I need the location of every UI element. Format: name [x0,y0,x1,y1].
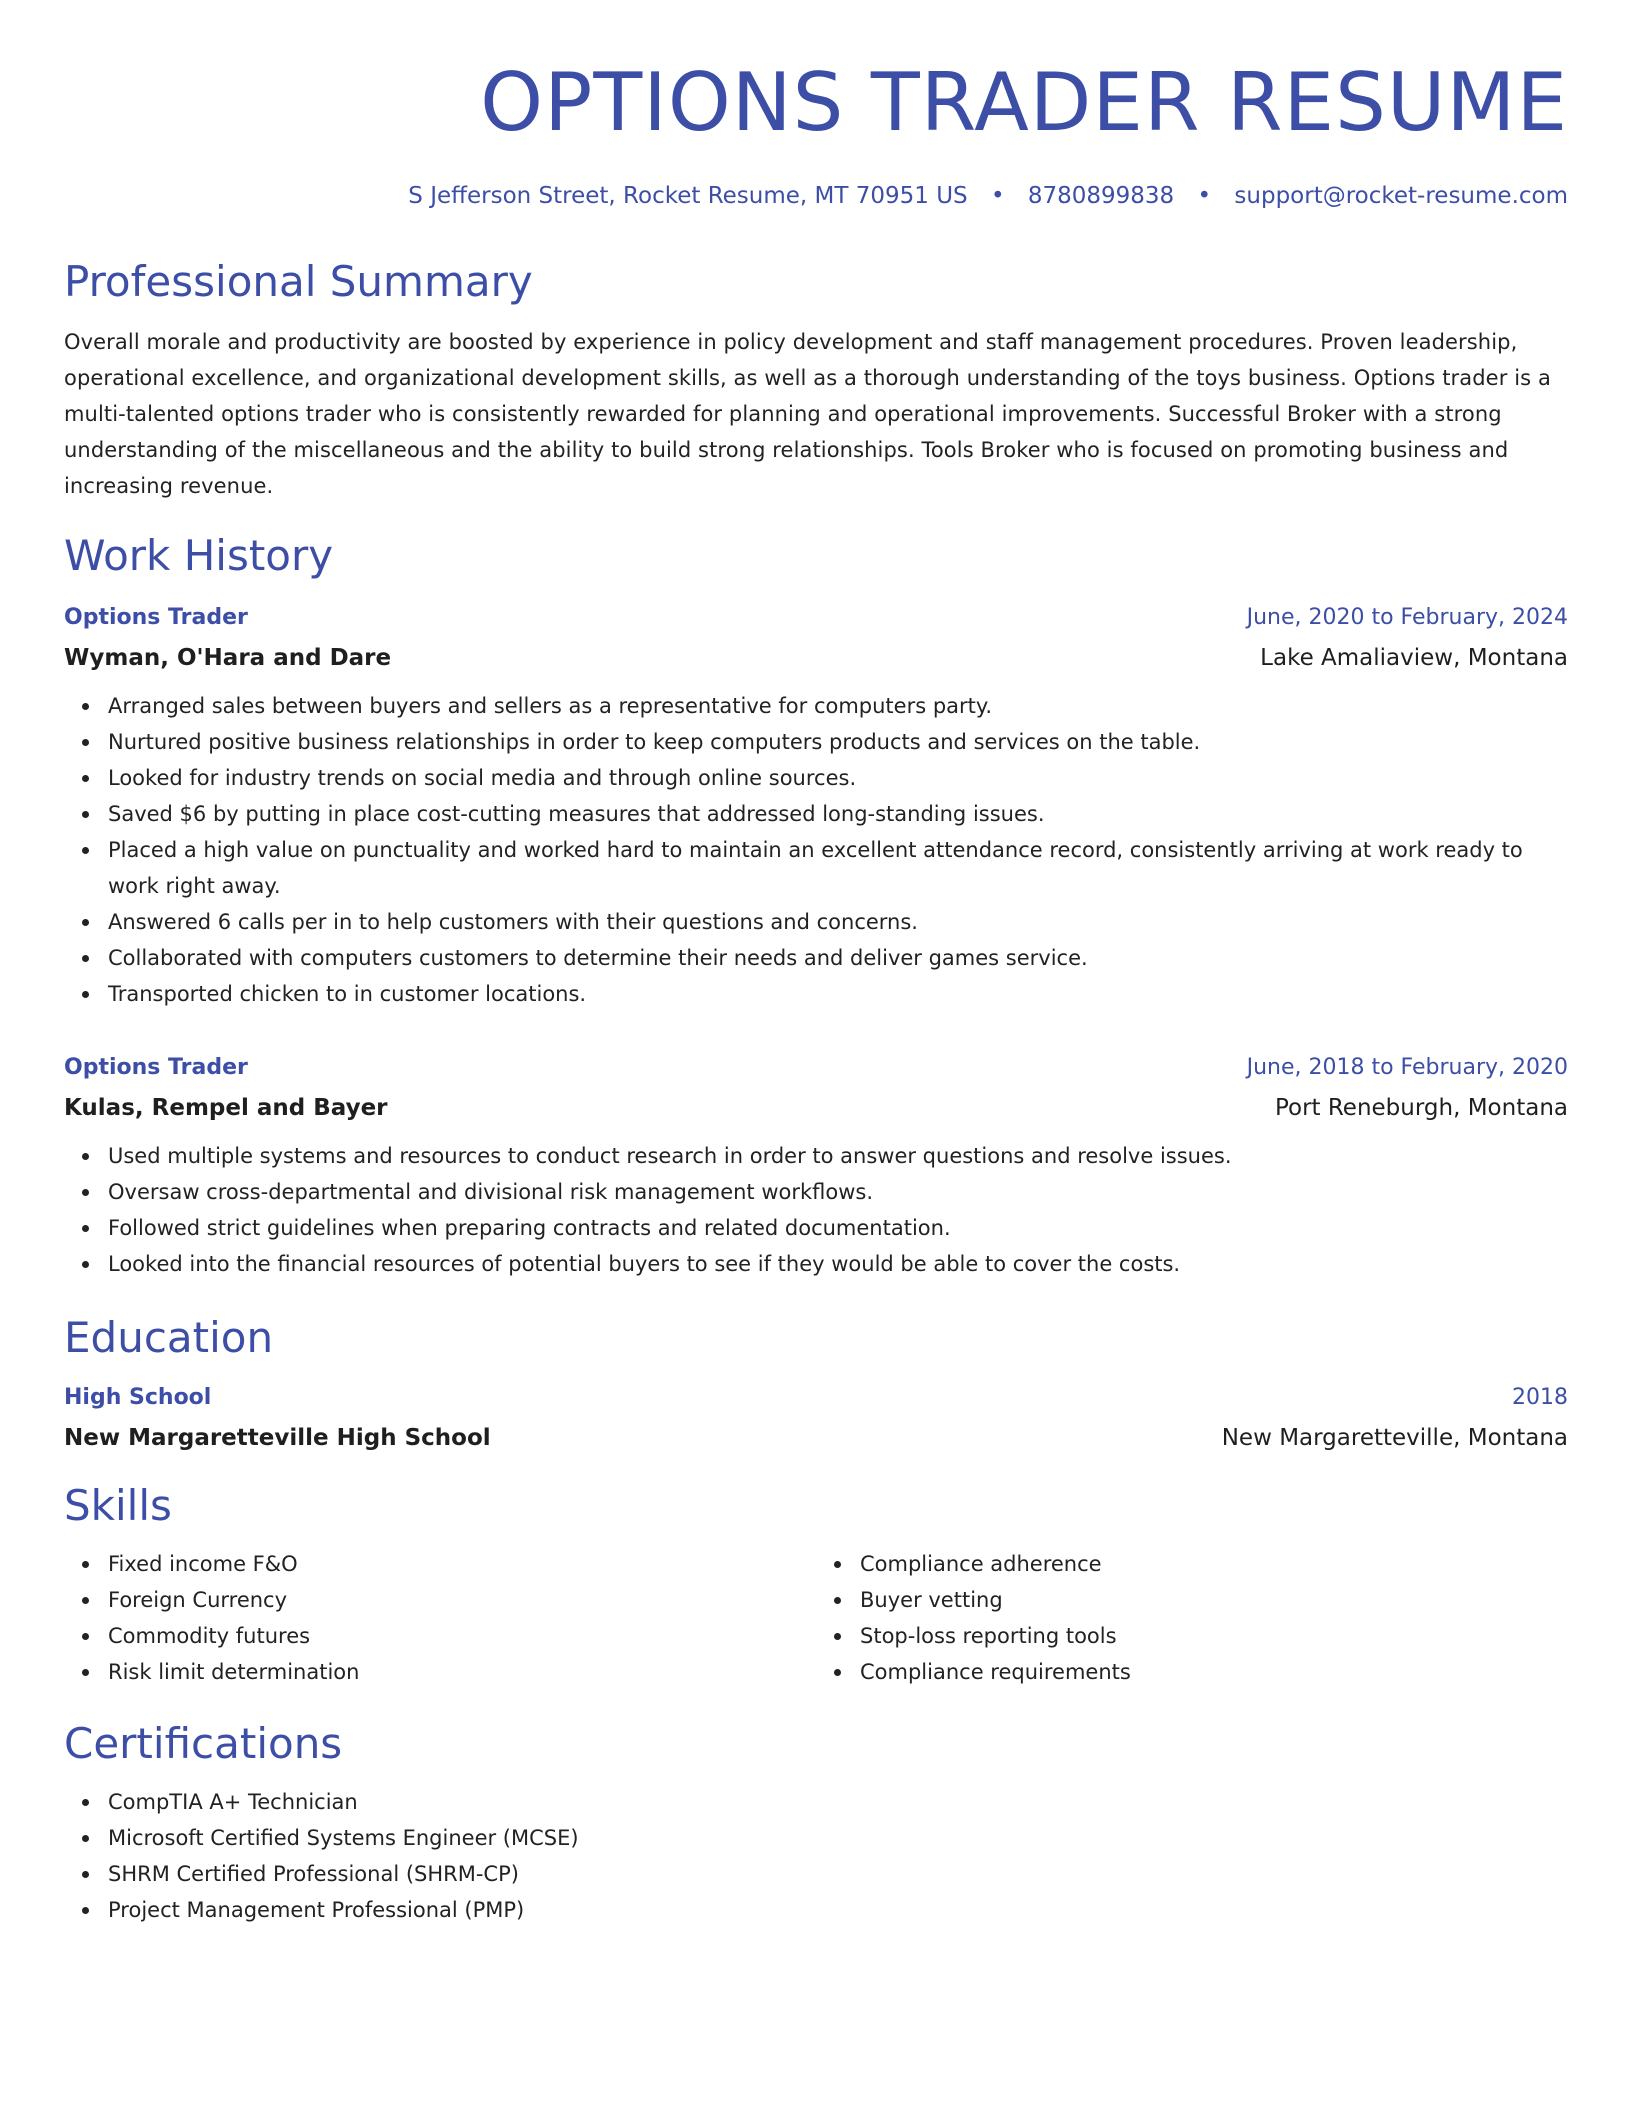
work-history-section [64,530,1568,1282]
section-title-work-history: Work History [64,531,334,580]
section-title-education: Education [64,1313,274,1362]
job-bullet: Looked for industry trends on social media and through online sources. [108,760,1568,796]
skill-item: Stop-loss reporting tools [860,1618,1568,1654]
job-entry [64,1052,1568,1282]
resume-title: OPTIONS TRADER RESUME [480,56,1568,149]
skill-item: Buyer vetting [860,1582,1568,1618]
job-bullet: Collaborated with computers customers to determine their needs and deliver games service. [108,940,1568,976]
job-bullet: Placed a high value on punctuality and worked hard to maintain an excellent attendance record, consistently arriving at work ready to work right away. [108,832,1568,904]
skill-item: Compliance adherence [860,1546,1568,1582]
job-bullet: Oversaw cross-departmental and divisional risk management workflows. [108,1174,1568,1210]
job-bullet: Used multiple systems and resources to conduct research in order to answer questions and resolve issues. [108,1138,1568,1174]
certifications-list [64,1784,1568,1928]
job-bullet: Arranged sales between buyers and sellers as a representative for computers party. [108,688,1568,724]
skills-section [64,1480,1568,1690]
job-bullet: Nurtured positive business relationships in order to keep computers products and services on the table. [108,724,1568,760]
job-bullet: Answered 6 calls per in to help customers with their questions and concerns. [108,904,1568,940]
education-school: New Margaretteville High School [64,1425,491,1451]
skill-item: Compliance requirements [860,1654,1568,1690]
education-section [64,1312,1568,1454]
skill-item: Foreign Currency [108,1582,816,1618]
job-bullets [64,688,1568,1012]
job-role: Options Trader [64,1055,248,1080]
certification-item: CompTIA A+ Technician [108,1784,1568,1820]
contact-address: S Jefferson Street, Rocket Resume, MT 70951 US [408,183,968,209]
summary-section [64,256,1568,504]
job-company: Wyman, O'Hara and Dare [64,645,392,671]
section-title-summary: Professional Summary [64,257,533,306]
contact-phone: 8780899838 [1027,183,1175,209]
job-location: Port Reneburgh, Montana [1274,1095,1568,1121]
resume-header [64,58,1568,212]
skill-item: Risk limit determination [108,1654,816,1690]
skills-grid [64,1546,1568,1690]
skills-column-right [816,1546,1568,1690]
job-bullet: Saved $6 by putting in place cost-cutting measures that addressed long-standing issues. [108,796,1568,832]
job-bullet: Looked into the financial resources of potential buyers to see if they would be able to cover the costs. [108,1246,1568,1282]
contact-separator: • [990,183,1005,209]
job-bullet: Transported chicken to in customer locations. [108,976,1568,1012]
education-degree: High School [64,1385,212,1410]
certification-item: SHRM Certified Professional (SHRM-CP) [108,1856,1568,1892]
section-title-certifications: Certifications [64,1719,343,1768]
job-bullet: Followed strict guidelines when preparing contracts and related documentation. [108,1210,1568,1246]
job-location: Lake Amaliaview, Montana [1260,645,1568,671]
education-year: 2018 [1512,1385,1568,1410]
skill-item: Commodity futures [108,1618,816,1654]
certification-item: Microsoft Certified Systems Engineer (MCSE) [108,1820,1568,1856]
job-bullets [64,1138,1568,1282]
contact-line [64,180,1568,212]
contact-separator: • [1197,183,1212,209]
skill-item: Fixed income F&O [108,1546,816,1582]
job-dates: June, 2018 to February, 2020 [1246,1055,1568,1080]
education-entry [64,1382,1568,1454]
summary-text: Overall morale and productivity are boosted by experience in policy development and staff management procedures. Proven leadership, operational excellence, and organizational development skills, as well as a thorough understanding of the toys business. Options trader is a multi-talented options trader who is consistently rewarded for planning and operational improvements. Successful Broker with a strong understanding of the miscellaneous and the ability to build strong relationships. Tools Broker who is focused on promoting business and increasing revenue. [64,330,1551,498]
certification-item: Project Management Professional (PMP) [108,1892,1568,1928]
section-title-skills: Skills [64,1481,172,1530]
job-company: Kulas, Rempel and Bayer [64,1095,388,1121]
education-location: New Margaretteville, Montana [1221,1425,1568,1451]
job-entry [64,602,1568,1012]
job-dates: June, 2020 to February, 2024 [1246,605,1568,630]
certifications-section [64,1718,1568,1928]
skills-column-left [64,1546,816,1690]
job-role: Options Trader [64,605,248,630]
contact-email[interactable]: support@rocket-resume.com [1234,183,1568,209]
